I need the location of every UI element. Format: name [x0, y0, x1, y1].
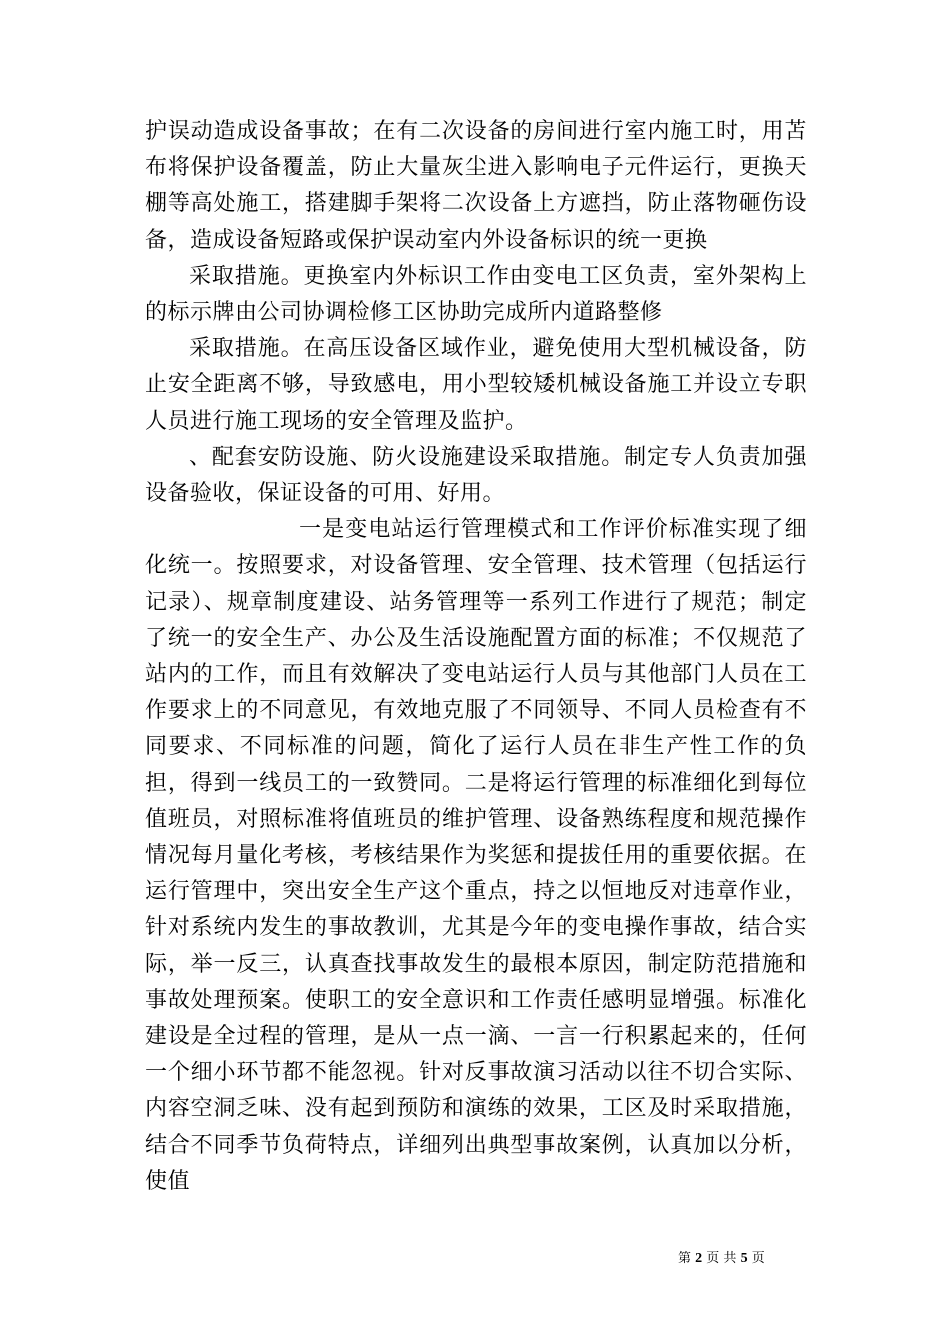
paragraph-2: 采取措施。更换室内外标识工作由变电工区负责，室外架构上的标示牌由公司协调检修工区协助完成所内道路整修 — [145, 263, 807, 326]
footer-page-total: 5 — [740, 1251, 748, 1266]
paragraph-5: 一是变电站运行管理模式和工作评价标准实现了细化统一。按照要求，对设备管理、安全管理、技术管理（包括运行记录）、规章制度建设、站务管理等一系列工作进行了规范；制定了统一的安全生产、办公及生活设施配置方面的标准；不仅规范了站内的工作，而且有效解决了变电站运行人员与其他部门人员在工作要求上的不同意见，有效地克服了不同领导、不同人员检查有不同要求、不同标准的问题，简化了运行人员在非生产性工作的负担，得到一线员工的一致赞同。二是将运行管理的标准细化到每位值班员，对照标准将值班员的维护管理、设备熟练程度和规范操作情况每月量化考核，考核结果作为奖惩和提拔任用的重要依据。在运行管理中，突出安全生产这个重点，持之以恒地反对违章作业，针对系统内发生的事故教训，尤其是今年的变电操作事故，结合实际，举一反三，认真查找事故发生的最根本原因，制定防范措施和事故处理预案。使职工的安全意识和工作责任感明显增强。标准化建设是全过程的管理，是从一点一滴、一言一行积累起来的，任何一个细小环节都不能忽视。针对反事故演习活动以往不切合实际、内容空洞乏味、没有起到预防和演练的效果，工区及时采取措施，结合不同季节负荷特点，详细列出典型事故案例，认真加以分析，使值 — [145, 517, 807, 1194]
paragraph-4: 、配套安防设施、防火设施建设采取措施。制定专人负责加强设备验收，保证设备的可用、好用。 — [145, 444, 807, 507]
document-body — [145, 114, 807, 1200]
footer-suffix: 页 — [751, 1251, 765, 1266]
footer-middle: 页 共 — [706, 1251, 737, 1266]
paragraph-1: 护误动造成设备事故；在有二次设备的房间进行室内施工时，用苫布将保护设备覆盖，防止大量灰尘进入影响电子元件运行，更换天棚等高处施工，搭建脚手架将二次设备上方遮挡，防止落物砸伤设备，造成设备短路或保护误动室内外设备标识的统一更换 — [145, 119, 807, 253]
page-footer — [678, 1251, 765, 1267]
footer-prefix: 第 — [678, 1251, 692, 1266]
paragraph-3: 采取措施。在高压设备区域作业，避免使用大型机械设备，防止安全距离不够，导致感电，用小型较矮机械设备施工并设立专职人员进行施工现场的安全管理及监护。 — [145, 336, 807, 434]
footer-page-current: 2 — [695, 1251, 703, 1266]
